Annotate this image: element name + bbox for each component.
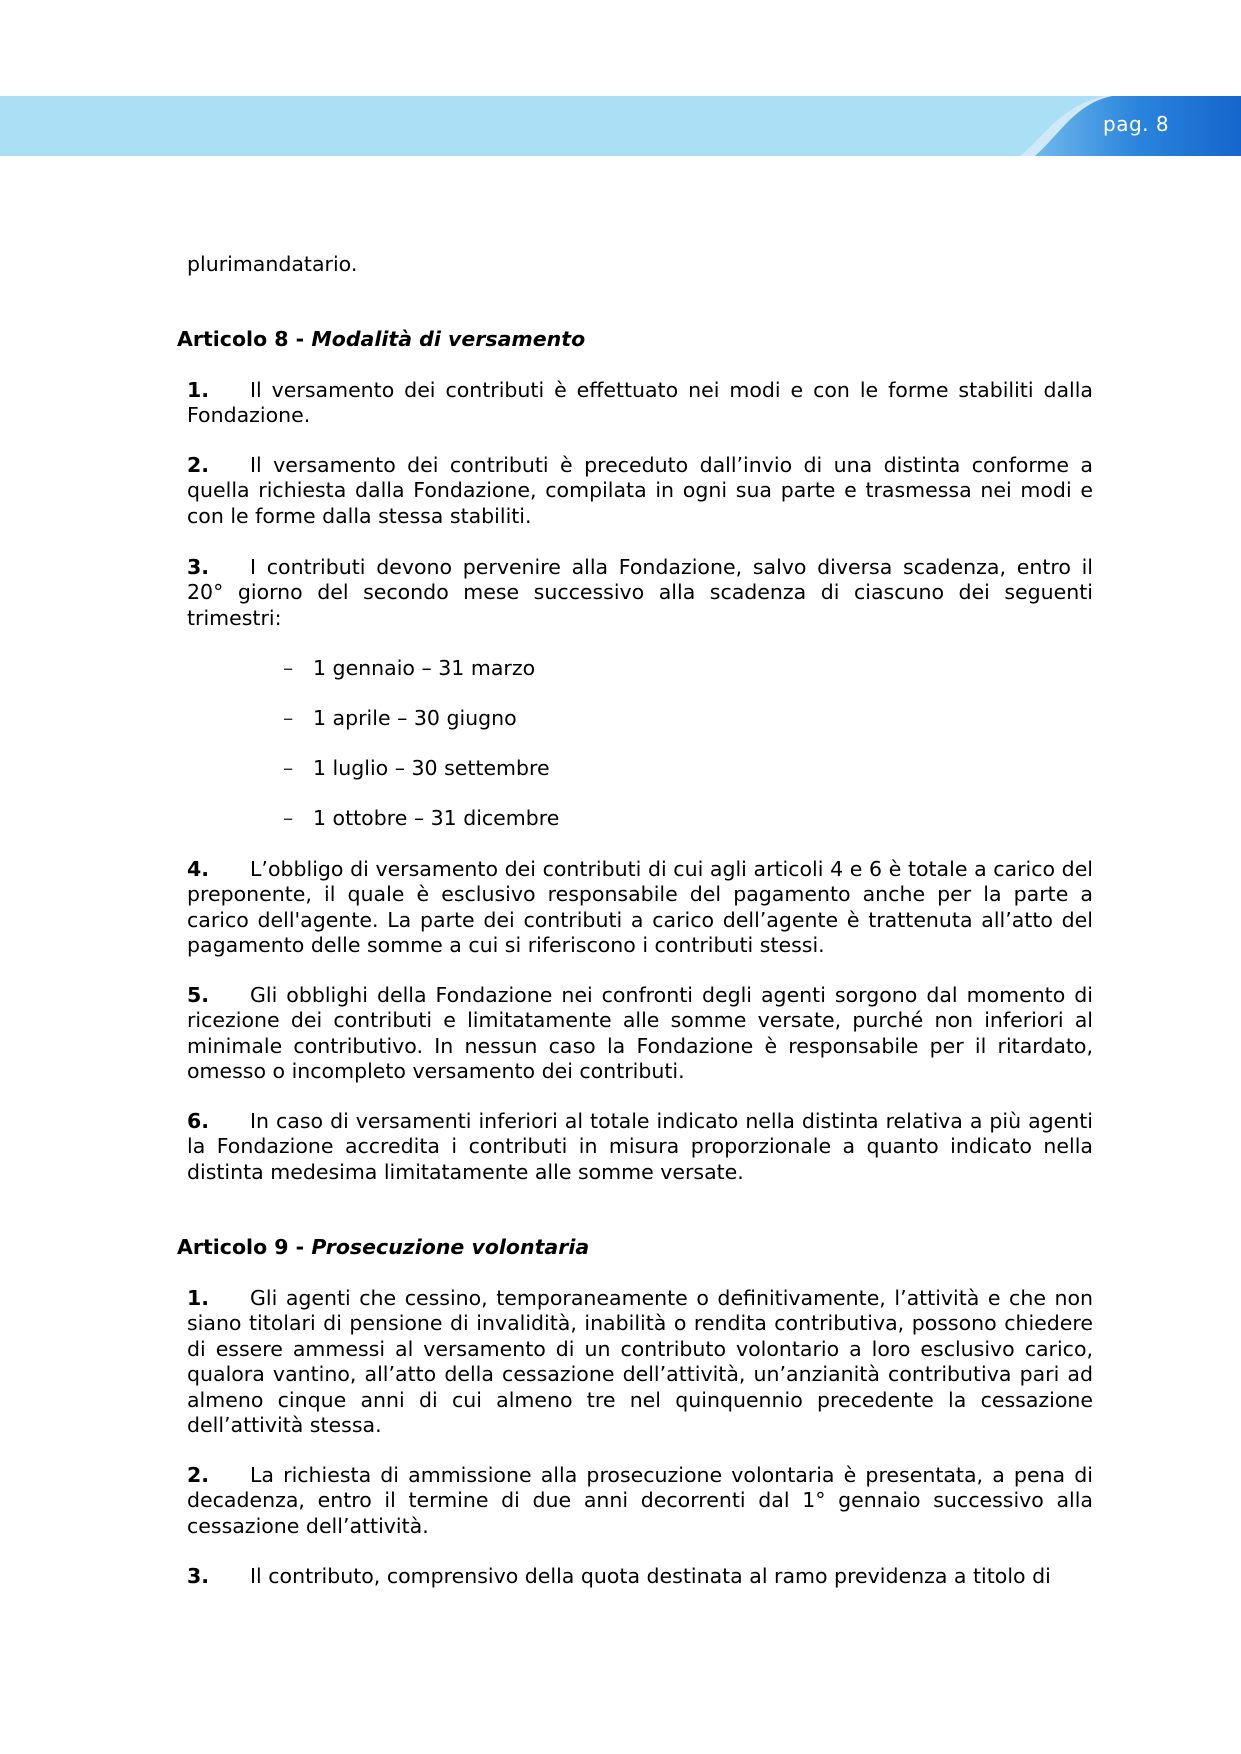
paragraph-text: Gli obblighi della Fondazione nei confronti degli agenti sorgono dal momento di ricezione dei contributi e limitatamente alle somme versate, purché non inferiori al minimale contributivo. In nessun caso la Fondazione è responsabile per il ritardato, omesso o incompleto versamento dei contributi. xyxy=(187,983,1093,1084)
paragraph-text: Gli agenti che cessino, temporaneamente o definitivamente, l’attività e che non siano titolari di pensione di invalidità, inabilità o rendita contributiva, possono chiedere di essere ammessi al versamento di un contributo volontario a loro esclusivo carico, qualora vantino, all’atto della cessazione dell’attività, un’anzianità contributiva pari ad almeno cinque anni di cui almeno tre nel quinquennio precedente la cessazione dell’attività stessa. xyxy=(187,1286,1093,1438)
article-9-paragraph-1 xyxy=(187,1286,1093,1438)
paragraph-text: I contributi devono pervenire alla Fondazione, salvo diversa scadenza, entro il 20° giorno del secondo mese successivo alla scadenza di ciascuno dei seguenti trimestri: xyxy=(187,555,1093,630)
dash-bullet-icon: – xyxy=(283,756,294,780)
page-number: pag. 8 xyxy=(1103,112,1170,136)
article-8-heading xyxy=(177,327,585,351)
paragraph-number: 5. xyxy=(187,983,210,1007)
dash-bullet-icon: – xyxy=(283,706,294,730)
paragraph-text: Il contributo, comprensivo della quota destinata al ramo previdenza a titolo di xyxy=(250,1564,1051,1588)
trimester-item xyxy=(283,756,550,781)
article-8-paragraph-1 xyxy=(187,378,1093,429)
article-8-paragraph-3 xyxy=(187,555,1093,631)
intro-text: plurimandatario. xyxy=(187,252,358,276)
trimester-label: 1 aprile – 30 giugno xyxy=(313,706,517,730)
article-8-heading-title: Modalità di versamento xyxy=(311,327,586,351)
paragraph-number: 1. xyxy=(187,378,210,402)
paragraph-text: La richiesta di ammissione alla prosecuzione volontaria è presentata, a pena di decadenza, entro il termine di due anni decorrenti dal 1° gennaio successivo alla cessazione dell’attività. xyxy=(187,1463,1093,1538)
article-9-paragraph-3 xyxy=(187,1564,1093,1589)
trimester-label: 1 ottobre – 31 dicembre xyxy=(313,806,560,830)
article-8-heading-label: Articolo 8 - xyxy=(177,327,312,351)
paragraph-number: 1. xyxy=(187,1286,210,1310)
paragraph-text: Il versamento dei contributi è effettuato nei modi e con le forme stabiliti dalla Fondazione. xyxy=(187,378,1093,428)
article-9-paragraph-2 xyxy=(187,1463,1093,1539)
trimester-item xyxy=(283,806,559,831)
dash-bullet-icon: – xyxy=(283,656,294,680)
trimester-label: 1 luglio – 30 settembre xyxy=(313,756,550,780)
dash-bullet-icon: – xyxy=(283,806,294,830)
paragraph-number: 3. xyxy=(187,1564,210,1588)
trimester-item xyxy=(283,706,517,731)
article-9-heading-title: Prosecuzione volontaria xyxy=(311,1235,590,1259)
paragraph-number: 6. xyxy=(187,1109,210,1133)
article-9-heading-label: Articolo 9 - xyxy=(177,1235,312,1259)
article-9-heading xyxy=(177,1235,589,1259)
article-8-paragraph-2 xyxy=(187,453,1093,529)
article-8-paragraph-6 xyxy=(187,1109,1093,1185)
paragraph-text: L’obbligo di versamento dei contributi di cui agli articoli 4 e 6 è totale a carico del preponente, il quale è esclusivo responsabile del pagamento anche per la parte a carico dell'agente. La parte dei contributi a carico dell’agente è trattenuta all’atto del pagamento delle somme a cui si riferiscono i contributi stessi. xyxy=(187,857,1093,958)
trimester-label: 1 gennaio – 31 marzo xyxy=(313,656,536,680)
article-8-paragraph-4 xyxy=(187,857,1093,959)
paragraph-number: 4. xyxy=(187,857,210,881)
paragraph-number: 2. xyxy=(187,453,210,477)
article-8-paragraph-5 xyxy=(187,983,1093,1085)
paragraph-number: 3. xyxy=(187,555,210,579)
trimester-item xyxy=(283,656,535,681)
paragraph-number: 2. xyxy=(187,1463,210,1487)
paragraph-text: In caso di versamenti inferiori al totale indicato nella distinta relativa a più agenti la Fondazione accredita i contributi in misura proporzionale a quanto indicato nella distinta medesima limitatamente alle somme versate. xyxy=(187,1109,1093,1184)
paragraph-text: Il versamento dei contributi è preceduto dall’invio di una distinta conforme a quella richiesta dalla Fondazione, compilata in ogni sua parte e trasmessa nei modi e con le forme dalla stessa stabiliti. xyxy=(187,453,1093,528)
header-corner-graphic xyxy=(0,96,1241,156)
page-header-band xyxy=(0,96,1241,156)
